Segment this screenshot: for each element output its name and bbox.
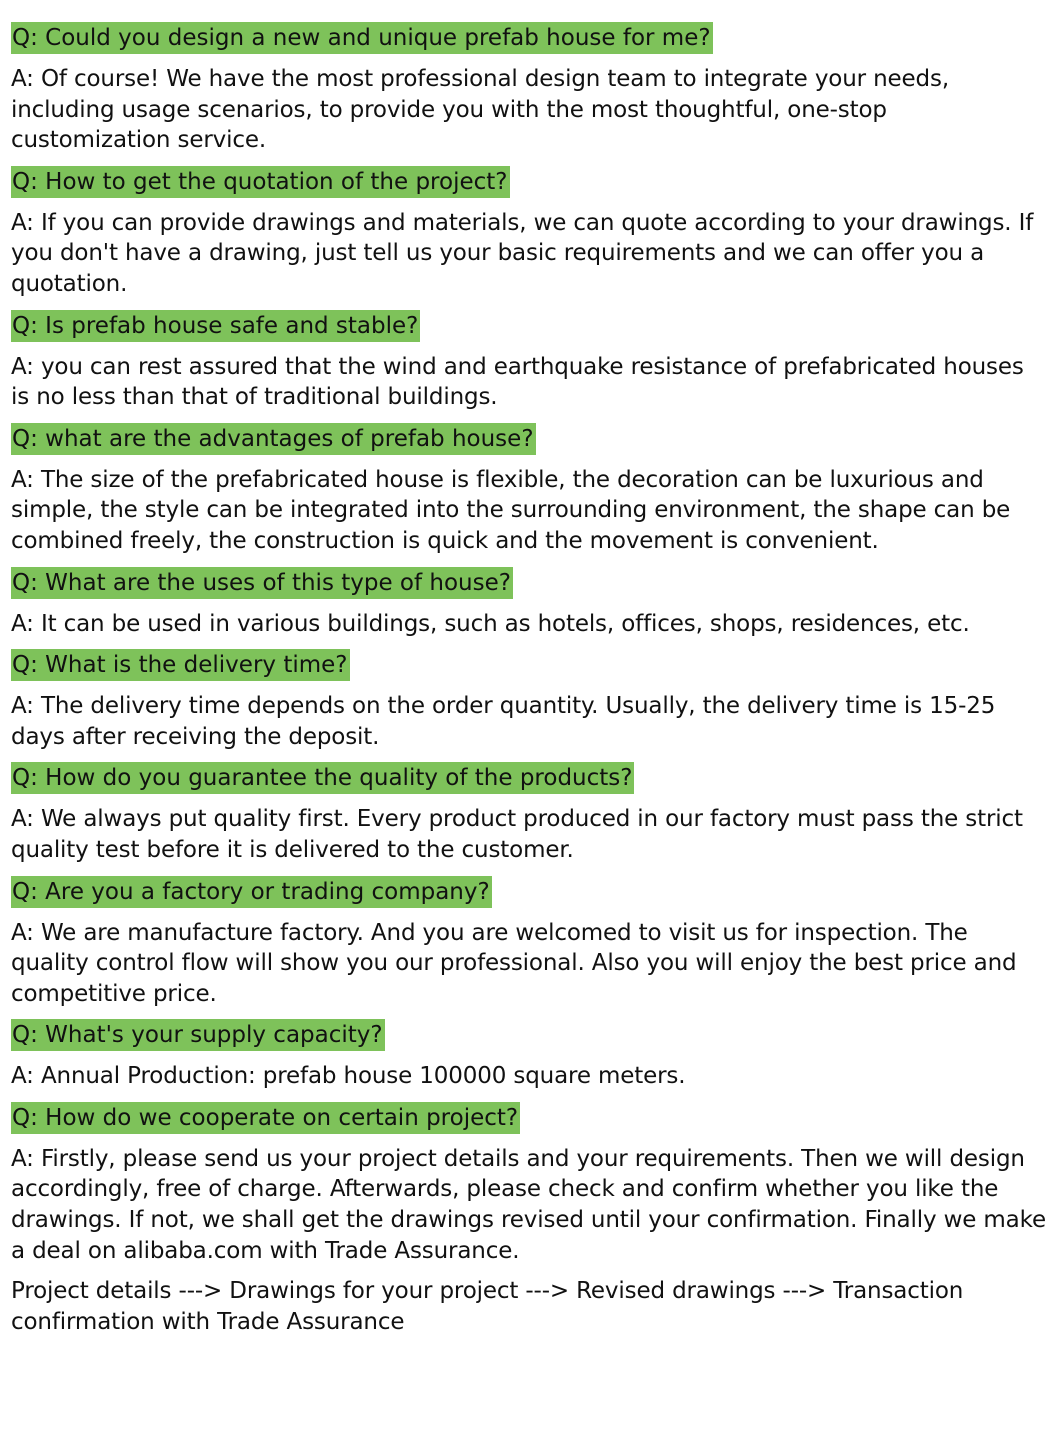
faq-answer: A: Firstly, please send us your project details and your requirements. Then we will design accordingly, free of charge. Afterwards, please check and confirm whether you like the drawings. If not, we shall get the drawings revised until your confirmation. Finally we make a deal on alibaba.com with Trade Assurance.: [11, 1145, 1046, 1264]
faq-question: Q: What is the delivery time?: [11, 649, 350, 681]
faq-answer: A: It can be used in various buildings, such as hotels, offices, shops, residences, etc.: [11, 610, 970, 637]
faq-answer: A: The delivery time depends on the order quantity. Usually, the delivery time is 15-25 days after receiving the deposit.: [11, 693, 996, 750]
cooperation-flow: Project details ---> Drawings for your project ---> Revised drawings ---> Transaction confirmation with Trade Assurance: [11, 1278, 964, 1335]
faq-question-row: [11, 649, 1046, 681]
faq-question: Q: How do we cooperate on certain project?: [11, 1102, 520, 1134]
faq-question-row: [11, 1019, 1046, 1051]
faq-question: Q: what are the advantages of prefab house?: [11, 423, 536, 455]
faq-answer: A: The size of the prefabricated house is flexible, the decoration can be luxurious and simple, the style can be integrated into the surrounding environment, the shape can be combined freely, the construction is quick and the movement is convenient.: [11, 466, 1011, 554]
faq-question-row: [11, 876, 1046, 908]
faq-question: Q: Could you design a new and unique prefab house for me?: [11, 22, 713, 54]
faq-question-row: [11, 1102, 1046, 1134]
faq-question-row: [11, 166, 1046, 198]
faq-question-row: [11, 22, 1046, 54]
faq-question-row: [11, 310, 1046, 342]
faq-answer: A: you can rest assured that the wind and earthquake resistance of prefabricated houses is no less than that of traditional buildings.: [11, 353, 1024, 411]
faq-question: Q: Is prefab house safe and stable?: [11, 310, 420, 342]
faq-question: Q: How do you guarantee the quality of the products?: [11, 762, 634, 794]
faq-question-row: [11, 567, 1046, 599]
faq-answer: A: We are manufacture factory. And you are welcomed to visit us for inspection. The quality control flow will show you our professional. Also you will enjoy the best price and competitive price.: [11, 919, 1017, 1007]
faq-question: Q: What's your supply capacity?: [11, 1019, 385, 1051]
faq-question: Q: How to get the quotation of the project?: [11, 166, 510, 198]
faq-answer: A: Of course! We have the most professional design team to integrate your needs, including usage scenarios, to provide you with the most thoughtful, one-stop customization service.: [11, 66, 949, 154]
faq-question: Q: What are the uses of this type of house?: [11, 567, 513, 599]
faq-question: Q: Are you a factory or trading company?: [11, 876, 492, 908]
faq-answer: A: We always put quality first. Every product produced in our factory must pass the strict quality test before it is delivered to the customer.: [11, 806, 1023, 863]
faq-question-row: [11, 423, 1046, 455]
faq-answer: A: If you can provide drawings and materials, we can quote according to your drawings. If you don't have a drawing, just tell us your basic requirements and we can offer you a quotation.: [11, 209, 1034, 297]
faq-answer: A: Annual Production: prefab house 100000 square meters.: [11, 1063, 686, 1090]
faq-list: [11, 22, 1046, 1337]
faq-question-row: [11, 762, 1046, 794]
